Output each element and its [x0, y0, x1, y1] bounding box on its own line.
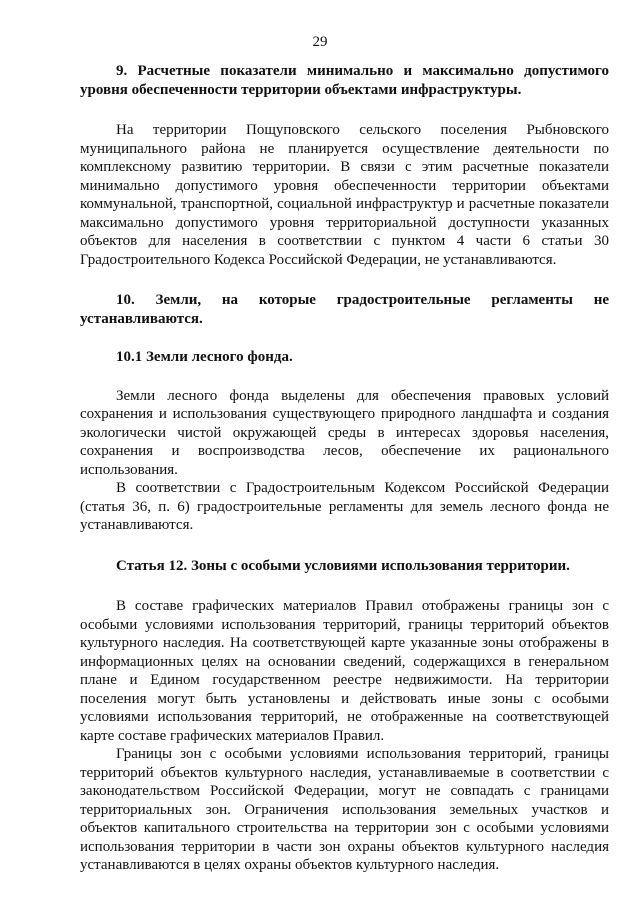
- section-10-1-paragraph-1: Земли лесного фонда выделены для обеспечения правовых условий сохранения и использования существующего природного ландшафта и создания экологически чистой окружающей среды в интересах здоровья населения, сохранения и воспроизводства лесов, обеспечение их рационального использования.: [80, 387, 609, 478]
- section-9-heading: 9. Расчетные показатели минимально и максимально допустимого уровня обеспеченности территории объектами инфраструктуры.: [80, 63, 609, 98]
- article-12-paragraph-1: В составе графических материалов Правил отображены границы зон с особыми условиями использования территорий, границы территорий объектов культурного наследия. На соответствующей карте указанные зоны отображены в информационных целях на основании сведений, содержащихся в генеральном плане и Едином государственном реестре недвижимости. На территории поселения могут быть установлены и действовать иные зоны с особыми условиями использования территорий, не отображенные на соответствующей карте составе графических материалов Правил.: [80, 598, 609, 744]
- article-12-paragraph-2: Границы зон с особыми условиями использования территорий, границы территорий объектов культурного наследия, устанавливаемые в соответствии с законодательством Российской Федерации, могут не совпадать с границами территориальных зон. Ограничения использования земельных участков и объектов капитального строительства на территории зон с особыми условиями использования территории в части зон охраны объектов культурного наследия устанавливаются в целях охраны объектов культурного наследия.: [80, 746, 609, 873]
- page-content: [80, 62, 609, 875]
- section-10-1-paragraph-2: В соответствии с Градостроительным Кодексом Российской Федерации (статья 36, п. 6) градостроительные регламенты для земель лесного фонда не устанавливаются.: [80, 480, 609, 533]
- section-10-1-heading: 10.1 Земли лесного фонда.: [116, 349, 293, 365]
- section-10-heading: 10. Земли, на которые градостроительные регламенты не устанавливаются.: [80, 292, 609, 327]
- page-number: 29: [312, 34, 328, 50]
- article-12-heading: Статья 12. Зоны с особыми условиями использования территории.: [116, 557, 570, 574]
- section-9-paragraph: На территории Пощуповского сельского поселения Рыбновского муниципального района не планируется осуществление деятельности по комплексному развитию территории. В связи с этим расчетные показатели минимально допустимого уровня обеспеченности территории объектами коммунальной, транспортной, социальной инфраструктур и расчетные показатели максимально допустимого уровня территориальной доступности указанных объектов для населения в соответствии с пунктом 4 части 6 статьи 30 Градостроительного Кодекса Российской Федерации, не устанавливаются.: [80, 122, 609, 268]
